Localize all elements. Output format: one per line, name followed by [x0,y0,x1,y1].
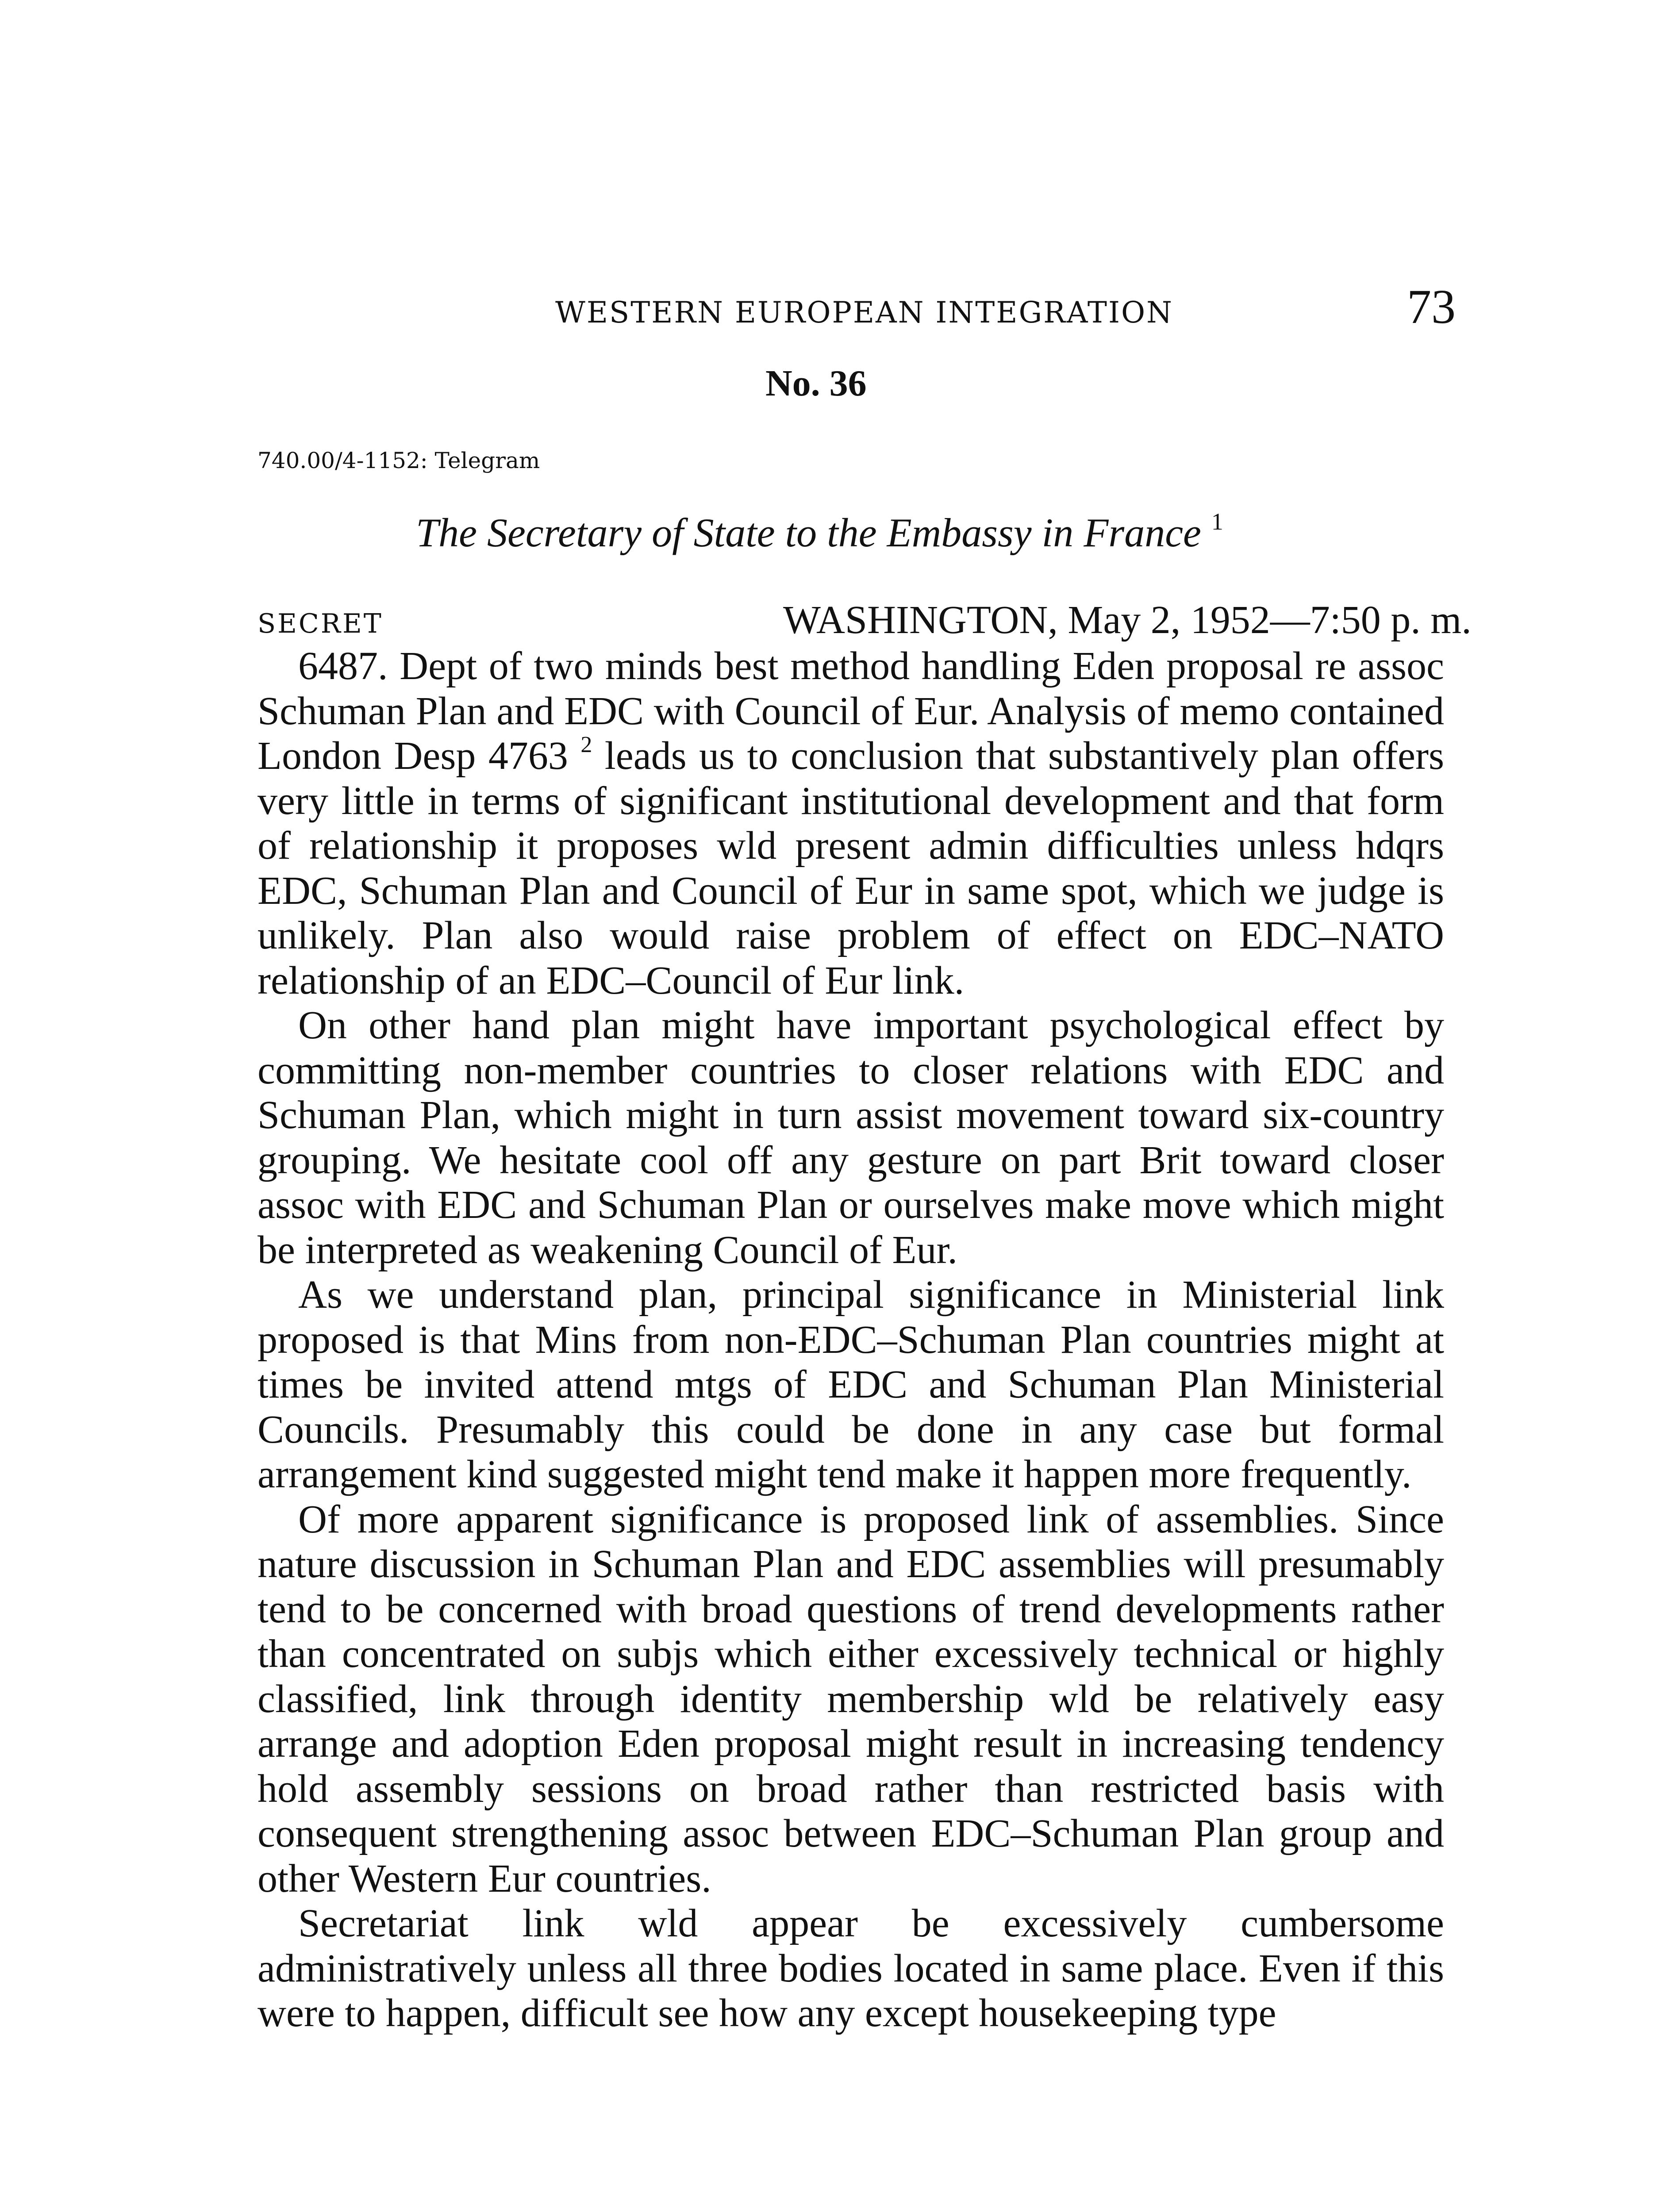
telegram-body [258,644,1444,2036]
paragraph: Of more apparent significance is proposed link of assemblies. Since nature discussion in Schuman Plan and EDC assemblies will presumably tend to be concerned with broad questions of trend developments rather than concentrated on subjs which either excessively technical or highly classified, link through identity membership wld be relatively easy arrange and adoption Eden proposal might result in increasing tendency hold assembly sessions on broad rather than restricted basis with consequent strengthening assoc between EDC–Schuman Plan group and other Western Eur countries. [258,1497,1444,1901]
file-reference: 740.00/4-1152: Telegram [258,448,540,473]
paragraph [258,644,1444,1003]
paragraph-text: 6487. Dept of two minds best method handling Eden proposal re assoc Schuman Plan and EDC with Council of Eur. Analysis of memo contained London Desp 4763 [258,644,1444,778]
paragraph: Secretariat link wld appear be excessively cumbersome administratively unless all three bodies located in same place. Even if this were to happen, difficult see how any except housekeeping type [258,1901,1444,2035]
paragraph: On other hand plan might have important psychological effect by committing non-member countries to closer relations with EDC and Schuman Plan, which might in turn assist movement toward six-country grouping. We hesitate cool off any gesture on part Brit toward closer assoc with EDC and Schuman Plan or ourselves make move which might be interpreted as weakening Council of Eur. [258,1003,1444,1272]
dateline: WASHINGTON, May 2, 1952—7:50 p. m. [783,598,1472,642]
document-title-line [416,508,1223,556]
document-title: The Secretary of State to the Embassy in France [416,510,1201,555]
paragraph: As we understand plan, principal significance in Ministerial link proposed is that Mins from non-EDC–Schuman Plan countries might at times be invited attend mtgs of EDC and Schuman Plan Ministerial Councils. Presumably this could be done in any case but formal arrangement kind suggested might tend make it happen more frequently. [258,1273,1444,1496]
page-number: 73 [1407,280,1456,334]
running-head: WESTERN EUROPEAN INTEGRATION [555,296,1173,330]
document-number: No. 36 [765,363,867,404]
footnote-marker: 2 [580,732,592,757]
classification-label: SECRET [258,608,383,639]
footnote-marker: 1 [1211,508,1223,535]
paragraph-text: leads us to conclusion that substantively plan offers very little in terms of significant institutional development and that form of relationship it proposes wld present admin difficulties unless hdqrs EDC, Schuman Plan and Council of Eur in same spot, which we judge is unlikely. Plan also would raise problem of effect on EDC–NATO relationship of an EDC–Council of Eur link. [258,734,1444,1002]
